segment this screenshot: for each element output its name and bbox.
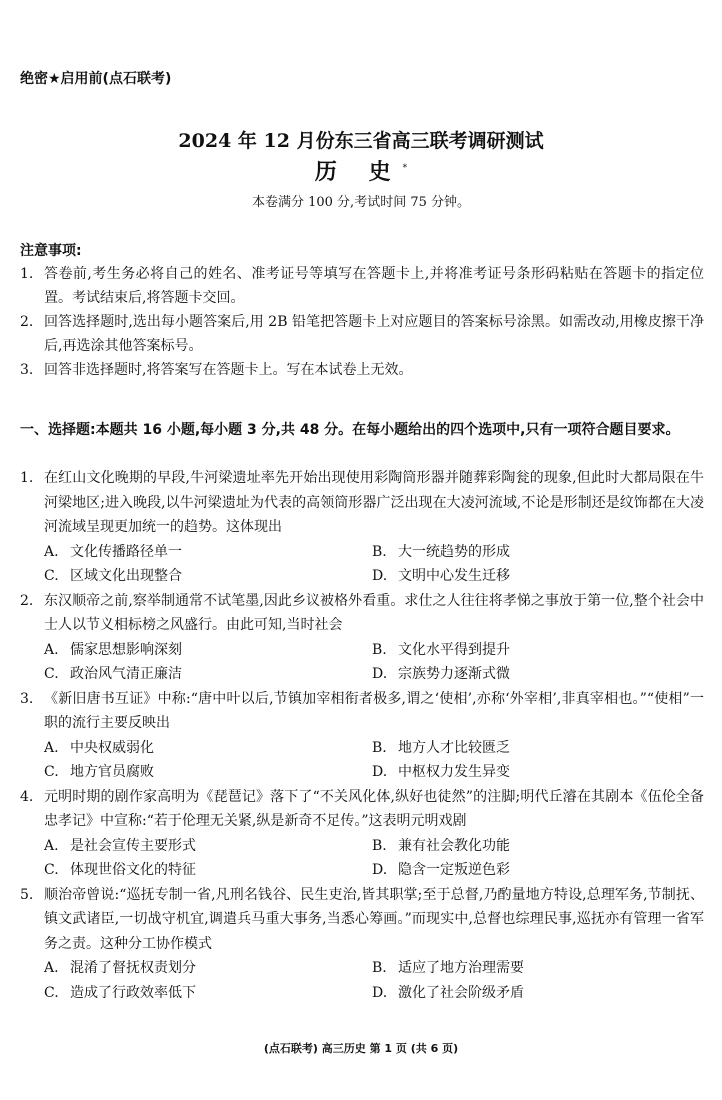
option-b <box>372 540 702 565</box>
question-stem <box>20 589 704 638</box>
option-b <box>372 638 702 663</box>
note-item <box>20 310 704 358</box>
option-d <box>372 760 702 785</box>
question-number: 5. <box>20 886 34 903</box>
note-item <box>20 358 704 382</box>
option-c <box>44 662 372 687</box>
option-letter: A. <box>44 837 59 854</box>
option-text: 体现世俗文化的特征 <box>70 862 196 878</box>
question-text: 《新旧唐书互证》中称:“唐中叶以后,节镇加宰相衔者极多,谓之‘使相’,亦称‘外宰相’,非真宰相也。”“使相”一职的流行主要反映出 <box>44 690 704 731</box>
option-text: 文化水平得到提升 <box>398 641 510 658</box>
option-d <box>372 981 702 1006</box>
option-text: 地方人才比较匮乏 <box>398 739 510 756</box>
option-letter: B. <box>372 543 387 560</box>
question-stem <box>20 687 704 736</box>
question <box>20 687 704 785</box>
question-number: 2. <box>20 592 34 609</box>
option-d <box>372 564 702 589</box>
option-text: 区域文化出现整合 <box>70 568 182 584</box>
option-letter: D. <box>372 764 388 780</box>
question-text: 在红山文化晚期的早段,牛河梁遗址率先开始出现使用彩陶筒形器并随葬彩陶瓮的现象,但此时大都局限在牛河梁地区;进入晚段,以牛河梁遗址为代表的高领筒形器广泛出现在大凌河流域,不论是形制还是纹饰都在大凌河流域呈现更加统一的趋势。这体现出 <box>44 470 704 535</box>
exam-title: 2024 年 12 月份东三省高三联考调研测试 <box>178 130 544 152</box>
option-text: 是社会宣传主要形式 <box>70 837 196 854</box>
option-grid <box>44 540 704 589</box>
note-number: 2. <box>20 314 34 330</box>
option-text: 激化了社会阶级矛盾 <box>398 984 524 1001</box>
question-text: 元明时期的剧作家高明为《琵琶记》落下了“不关风化体,纵好也徒然”的注脚;明代丘濬在其剧本《伍伦全备忠孝记》中宣称:“若于伦理无关紧,纵是新奇不足传。”这表明元明戏剧 <box>44 788 704 829</box>
notes-heading: 注意事项: <box>20 243 82 259</box>
option-text: 中央权威弱化 <box>70 739 154 756</box>
section-title: 一、选择题:本题共 16 小题,每小题 3 分,共 48 分。在每小题给出的四个选项中,只有一项符合题目要求。 <box>20 422 680 438</box>
page-footer: (点石联考) 高三历史 第 1 页 (共 6 页) <box>263 1042 459 1055</box>
score-info: 本卷满分 100 分,考试时间 75 分钟。 <box>251 195 471 210</box>
option-letter: B. <box>372 641 387 658</box>
subject-name: 历 史 <box>314 159 403 185</box>
option-grid <box>44 834 704 883</box>
note-number: 3. <box>20 362 34 378</box>
option-letter: A. <box>44 960 59 976</box>
note-text: 回答非选择题时,将答案写在答题卡上。写在本试卷上无效。 <box>44 362 413 378</box>
question <box>20 589 704 687</box>
option-text: 隐含一定叛逆色彩 <box>398 862 510 878</box>
option-d <box>372 662 702 687</box>
question-number: 3. <box>20 690 34 707</box>
option-text: 大一统趋势的形成 <box>398 543 510 560</box>
option-text: 儒家思想影响深刻 <box>70 641 182 658</box>
option-text: 地方官员腐败 <box>70 764 154 780</box>
option-b <box>372 736 702 761</box>
option-a <box>44 638 372 663</box>
option-text: 文明中心发生迁移 <box>398 568 510 584</box>
option-letter: D. <box>372 862 388 878</box>
option-letter: B. <box>372 837 387 854</box>
note-text: 答卷前,考生务必将自己的姓名、准考证号等填写在答题卡上,并将准考证号条形码粘贴在答题卡的指定位置。考试结束后,将答题卡交回。 <box>44 266 704 306</box>
option-letter: C. <box>44 568 59 584</box>
option-letter: D. <box>372 984 388 1001</box>
question <box>20 466 704 589</box>
option-text: 造成了行政效率低下 <box>70 984 196 1001</box>
question-stem <box>20 785 704 834</box>
option-text: 政治风气清正廉洁 <box>70 666 182 682</box>
option-a <box>44 540 372 565</box>
question-number: 1. <box>20 470 34 486</box>
option-letter: C. <box>44 764 59 780</box>
option-grid <box>44 956 704 1005</box>
option-c <box>44 858 372 883</box>
question-stem <box>20 466 704 540</box>
question-list <box>20 466 704 1005</box>
option-text: 适应了地方治理需要 <box>398 960 524 976</box>
option-letter: C. <box>44 862 59 878</box>
option-letter: B. <box>372 739 387 756</box>
note-text: 回答选择题时,选出每小题答案后,用 2B 铅笔把答题卡上对应题目的答案标号涂黑。如需改动,用橡皮擦干净后,再选涂其他答案标号。 <box>44 314 704 354</box>
option-letter: C. <box>44 666 59 682</box>
option-a <box>44 736 372 761</box>
option-text: 文化传播路径单一 <box>70 543 182 560</box>
option-grid <box>44 638 704 687</box>
option-text: 兼有社会教化功能 <box>398 837 510 854</box>
subject-title <box>0 155 722 186</box>
option-letter: C. <box>44 984 59 1001</box>
confidential-label: 绝密★启用前(点石联考) <box>20 71 172 87</box>
option-letter: A. <box>44 739 59 756</box>
section-heading <box>20 418 706 442</box>
question-text: 东汉顺帝之前,察举制通常不试笔墨,因此乡议被格外看重。求仕之人往往将孝悌之事放于第一位,整个社会中士人以节义相标榜之风盛行。由此可知,当时社会 <box>44 592 704 633</box>
question-text: 顺治帝曾说:“巡抚专制一省,凡刑名钱谷、民生吏治,皆其职掌;至于总督,乃酌量地方特设,总理军务,节制抚、镇文武诸臣,一切战守机宜,调遣兵马重大事务,当悉心筹画。”而现实中,总督也综理民事,巡抚亦有管理一省军务之责。这种分工协作模式 <box>44 886 704 952</box>
note-item <box>20 262 704 310</box>
option-c <box>44 564 372 589</box>
option-text: 中枢权力发生异变 <box>398 764 510 780</box>
notes-list <box>20 262 704 382</box>
note-number: 1. <box>20 266 34 282</box>
question-stem <box>20 883 704 957</box>
option-b <box>372 956 702 981</box>
option-letter: B. <box>372 960 387 976</box>
option-letter: A. <box>44 543 59 560</box>
option-letter: D. <box>372 568 388 584</box>
option-text: 宗族势力逐渐式微 <box>398 666 510 682</box>
option-d <box>372 858 702 883</box>
question-number: 4. <box>20 788 34 805</box>
option-grid <box>44 736 704 785</box>
question <box>20 883 704 1006</box>
option-c <box>44 981 372 1006</box>
subject-mark: * <box>402 163 408 174</box>
option-letter: A. <box>44 641 59 658</box>
option-a <box>44 834 372 859</box>
option-a <box>44 956 372 981</box>
option-c <box>44 760 372 785</box>
question <box>20 785 704 883</box>
option-letter: D. <box>372 666 388 682</box>
option-text: 混淆了督抚权责划分 <box>70 960 196 976</box>
option-b <box>372 834 702 859</box>
